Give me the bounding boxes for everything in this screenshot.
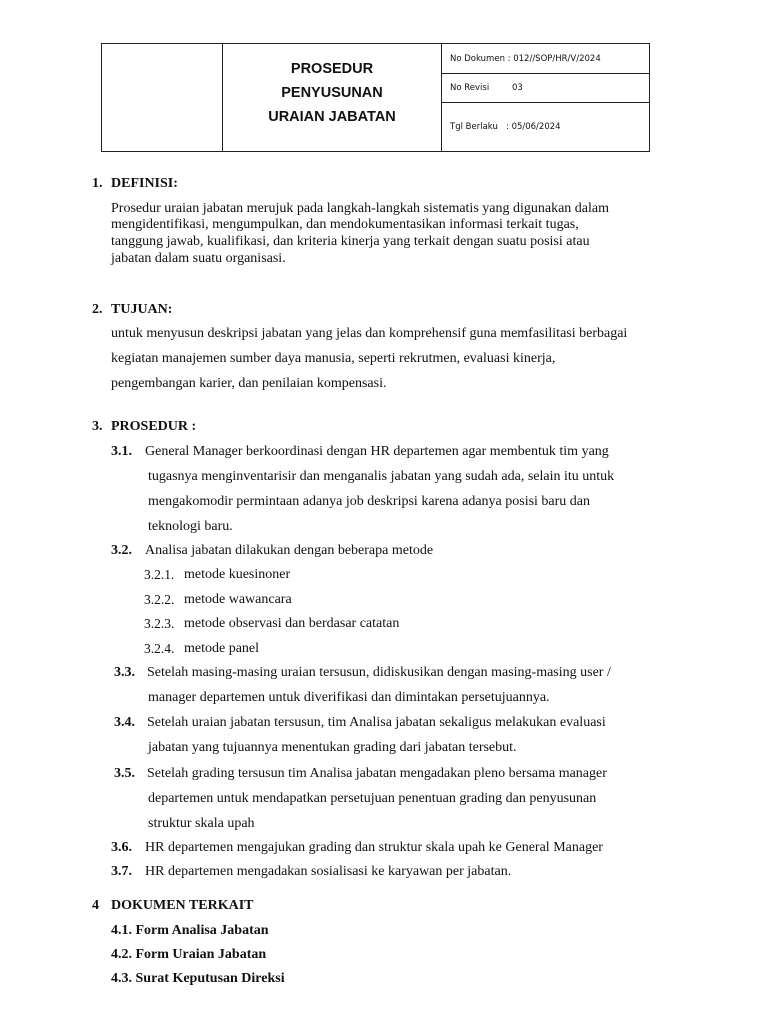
document-title <box>223 44 442 151</box>
document-meta <box>442 44 649 151</box>
step-3-4-line-2: jabatan yang tujuannya menentukan grading dari jabatan tersebut. <box>148 740 517 755</box>
step-3-1-line-1: General Manager berkoordinasi dengan HR departemen agar membentuk tim yang <box>145 444 609 459</box>
section-2-number: 2. <box>92 302 103 317</box>
step-3-6-number: 3.6. <box>111 840 132 855</box>
step-3-4-line-1: Setelah uraian jabatan tersusun, tim Analisa jabatan sekaligus melakukan evaluasi <box>147 715 606 730</box>
step-3-2-line-1: Analisa jabatan dilakukan dengan beberapa metode <box>145 543 434 558</box>
step-3-5-line-1: Setelah grading tersusun tim Analisa jabatan mengadakan pleno bersama manager <box>147 766 607 781</box>
method-2-label: metode wawancara <box>184 592 292 607</box>
step-3-3-line-2: manager departemen untuk diverifikasi dan dimintakan persetujuannya. <box>148 690 550 705</box>
tujuan-line-3: pengembangan karier, dan penilaian kompensasi. <box>111 376 387 391</box>
step-3-6-line-1: HR departemen mengajukan grading dan struktur skala upah ke General Manager <box>145 840 603 855</box>
section-2-title: TUJUAN: <box>111 302 173 317</box>
definisi-line-4: jabatan dalam suatu organisasi. <box>111 251 286 266</box>
title-line-1: PROSEDUR <box>290 60 374 77</box>
effective-date-label: Tgl Berlaku <box>450 122 498 132</box>
step-3-5-line-3: struktur skala upah <box>148 816 255 831</box>
definisi-line-3: tanggung jawab, kualifikasi, dan kriteria kinerja yang terkait dengan suatu posisi atau <box>111 234 590 249</box>
step-3-5-number: 3.5. <box>114 766 135 781</box>
method-3-label: metode observasi dan berdasar catatan <box>184 616 400 631</box>
revision-value: 03 <box>512 83 523 93</box>
tujuan-line-2: kegiatan manajemen sumber daya manusia, seperti rekrutmen, evaluasi kinerja, <box>111 351 556 366</box>
doc-number-label: No Dokumen : <box>450 53 511 64</box>
effective-date-row <box>442 103 649 151</box>
step-3-2-number: 3.2. <box>111 543 132 558</box>
section-3-title: PROSEDUR : <box>111 419 197 434</box>
related-doc-2: 4.2. Form Uraian Jabatan <box>111 947 267 962</box>
logo-cell <box>102 44 223 151</box>
doc-number-row <box>442 44 649 74</box>
step-3-7-number: 3.7. <box>111 864 132 879</box>
method-4-number: 3.2.4. <box>144 641 175 656</box>
step-3-3-line-1: Setelah masing-masing uraian tersusun, didiskusikan dengan masing-masing user / <box>147 665 611 680</box>
doc-number-value: 012//SOP/HR/V/2024 <box>513 53 601 64</box>
method-1-number: 3.2.1. <box>144 567 175 582</box>
section-4-number: 4 <box>92 898 99 913</box>
title-line-2: PENYUSUNAN <box>281 84 383 101</box>
document-header-table <box>101 43 650 152</box>
step-3-5-line-2: departemen untuk mendapatkan persetujuan penentuan grading dan penyusunan <box>148 791 597 806</box>
related-doc-3: 4.3. Surat Keputusan Direksi <box>111 971 285 986</box>
section-3-number: 3. <box>92 419 103 434</box>
effective-date-value: : 05/06/2024 <box>506 122 561 132</box>
step-3-1-line-2: tugasnya menginventarisir dan menganalis jabatan yang sudah ada, selain itu untuk <box>148 469 615 484</box>
step-3-1-line-4: teknologi baru. <box>148 519 233 534</box>
section-4-title: DOKUMEN TERKAIT <box>111 898 254 913</box>
method-1-label: metode kuesinoner <box>184 567 291 582</box>
definisi-line-2: mengidentifikasi, mengumpulkan, dan mendokumentasikan informasi terkait tugas, <box>111 217 579 232</box>
method-2-number: 3.2.2. <box>144 592 175 607</box>
revision-label: No Revisi <box>450 83 490 93</box>
step-3-7-line-1: HR departemen mengadakan sosialisasi ke karyawan per jabatan. <box>145 864 512 879</box>
method-4-label: metode panel <box>184 641 260 656</box>
step-3-3-number: 3.3. <box>114 665 135 680</box>
tujuan-line-1: untuk menyusun deskripsi jabatan yang jelas dan komprehensif guna memfasilitasi berbagai <box>111 326 628 341</box>
related-doc-1: 4.1. Form Analisa Jabatan <box>111 923 269 938</box>
revision-row <box>442 74 649 103</box>
section-1-title: DEFINISI: <box>111 176 178 191</box>
method-3-number: 3.2.3. <box>144 616 175 631</box>
step-3-1-line-3: mengakomodir permintaan adanya job deskripsi karena adanya posisi baru dan <box>148 494 591 509</box>
section-1-number: 1. <box>92 176 103 191</box>
title-line-3: URAIAN JABATAN <box>268 108 396 125</box>
step-3-1-number: 3.1. <box>111 444 132 459</box>
step-3-4-number: 3.4. <box>114 715 135 730</box>
definisi-line-1: Prosedur uraian jabatan merujuk pada langkah-langkah sistematis yang digunakan dalam <box>111 201 610 216</box>
